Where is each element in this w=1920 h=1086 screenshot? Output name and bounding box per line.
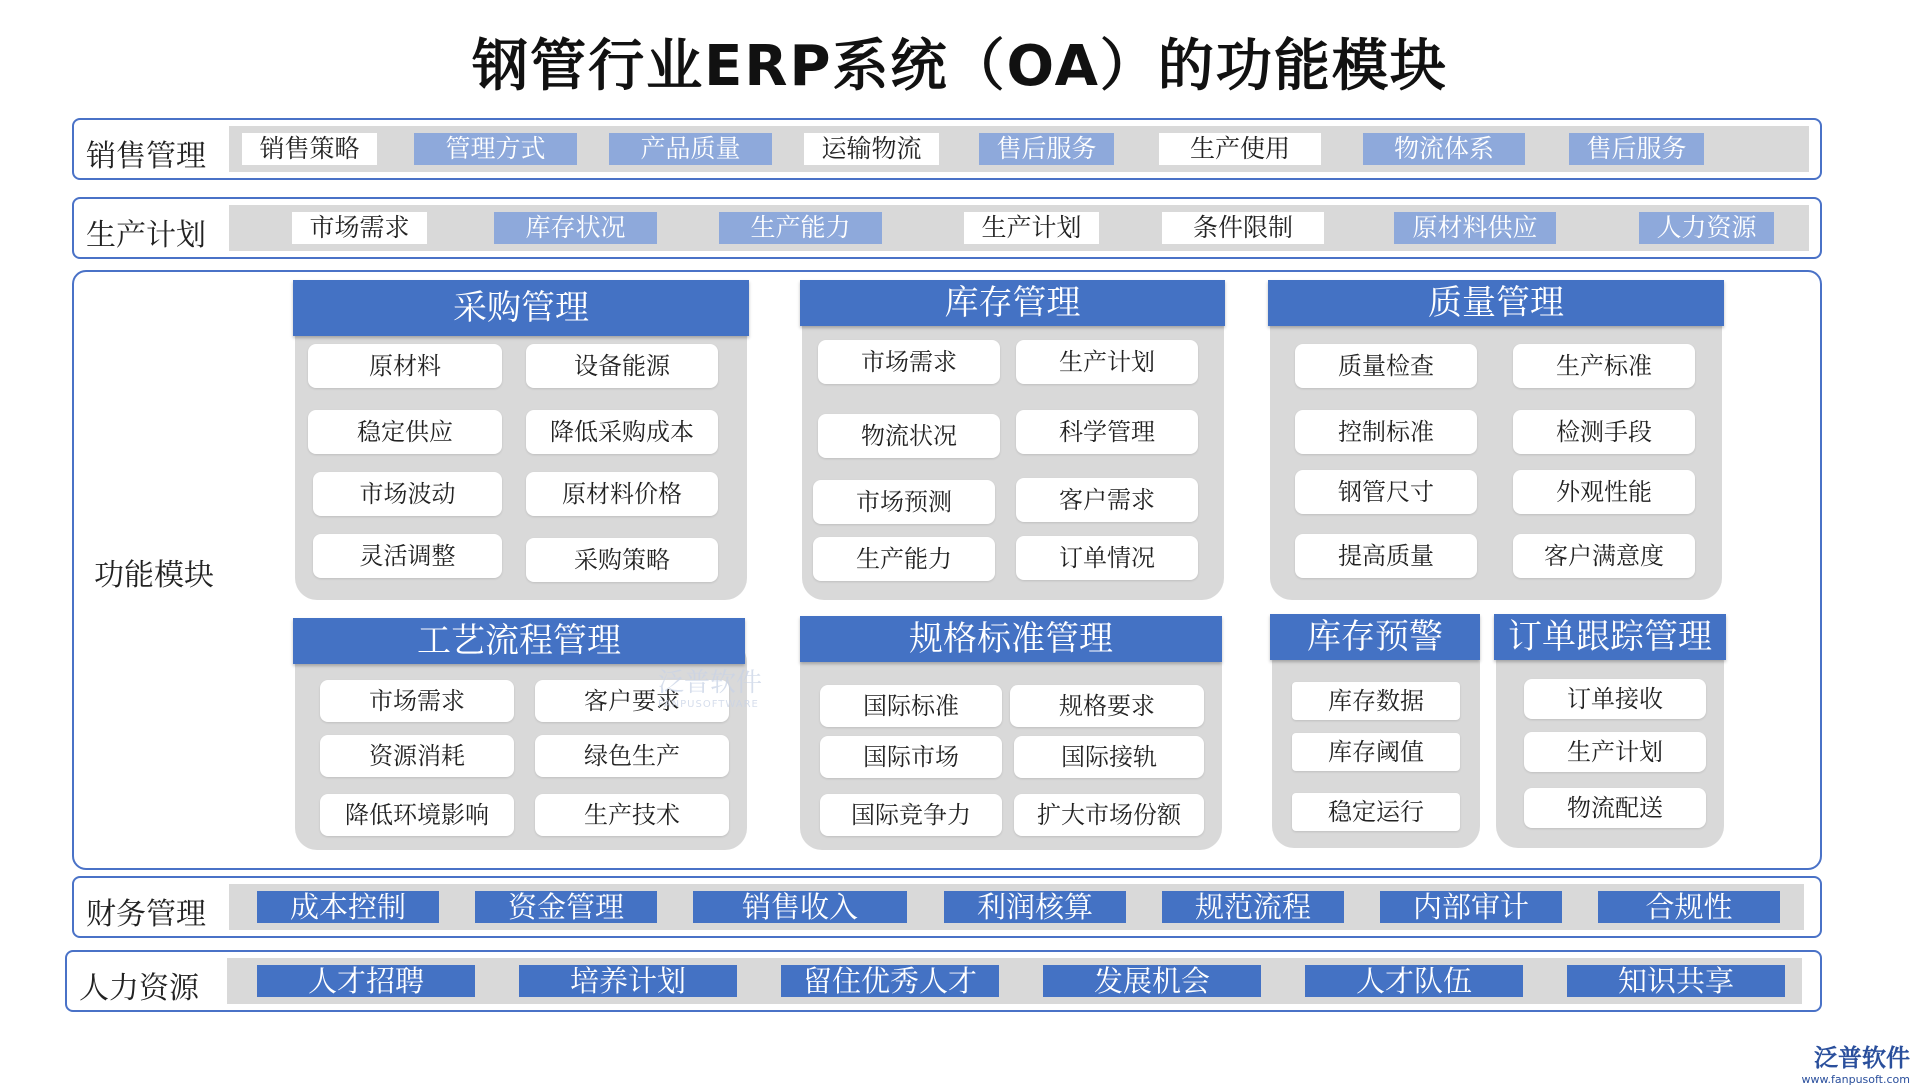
quality-item: 客户满意度	[1513, 534, 1695, 578]
finance-label: 财务管理	[86, 897, 206, 932]
purchase-item: 原材料价格	[526, 472, 718, 516]
stock-alert-item: 库存阈值	[1292, 733, 1460, 771]
inventory-item: 物流状况	[818, 414, 1000, 458]
inventory-item: 生产计划	[1016, 340, 1198, 384]
spec-item: 国际市场	[820, 736, 1002, 778]
purchase-item: 稳定供应	[308, 410, 502, 454]
hr-item: 人才队伍	[1305, 965, 1523, 997]
finance-item: 内部审计	[1380, 891, 1562, 923]
production-item: 库存状况	[494, 212, 657, 244]
spec-item: 国际竞争力	[820, 794, 1002, 836]
inventory-title: 库存管理	[800, 280, 1225, 326]
process-item: 生产技术	[535, 794, 729, 836]
quality-item: 质量检查	[1295, 344, 1477, 388]
purchase-item: 降低采购成本	[526, 410, 718, 454]
production-item: 生产计划	[964, 212, 1099, 244]
production-item: 人力资源	[1639, 212, 1774, 244]
process-item: 客户要求	[535, 680, 729, 722]
hr-item: 知识共享	[1567, 965, 1785, 997]
sales-item: 售后服务	[979, 133, 1114, 165]
logo-url: www.fanpusoft.com	[1801, 1073, 1910, 1086]
watermark-name: 泛普软件	[658, 668, 763, 698]
quality-item: 控制标准	[1295, 410, 1477, 454]
sales-label: 销售管理	[86, 139, 206, 174]
finance-item: 合规性	[1598, 891, 1780, 923]
spec-item: 国际标准	[820, 685, 1002, 727]
purchase-item: 灵活调整	[313, 534, 502, 578]
logo-name: 泛普软件	[1814, 1044, 1910, 1072]
modules-label: 功能模块	[94, 558, 214, 593]
production-item: 生产能力	[719, 212, 882, 244]
sales-item: 产品质量	[609, 133, 772, 165]
stock-alert-item: 稳定运行	[1292, 793, 1460, 831]
order-track-item: 物流配送	[1524, 788, 1706, 828]
stock-alert-item: 库存数据	[1292, 682, 1460, 720]
sales-item: 物流体系	[1363, 133, 1525, 165]
hr-item: 留住优秀人才	[781, 965, 999, 997]
sales-item: 生产使用	[1159, 133, 1321, 165]
process-item: 资源消耗	[320, 735, 514, 777]
hr-item: 人才招聘	[257, 965, 475, 997]
order-track-item: 生产计划	[1524, 732, 1706, 772]
process-item: 市场需求	[320, 680, 514, 722]
order-track-item: 订单接收	[1524, 679, 1706, 719]
brand-logo	[1802, 1038, 1910, 1086]
page-title: 钢管行业ERP系统（OA）的功能模块	[472, 34, 1448, 99]
purchase-item: 设备能源	[526, 344, 718, 388]
purchase-item: 原材料	[308, 344, 502, 388]
hr-label: 人力资源	[79, 971, 199, 1006]
inventory-item: 客户需求	[1016, 478, 1198, 522]
inventory-item: 科学管理	[1016, 410, 1198, 454]
production-label: 生产计划	[86, 218, 206, 253]
stock-alert-title: 库存预警	[1270, 614, 1480, 660]
purchase-title: 采购管理	[293, 280, 749, 336]
quality-item: 提高质量	[1295, 534, 1477, 578]
finance-item: 销售收入	[693, 891, 907, 923]
spec-item: 规格要求	[1010, 685, 1204, 727]
order-track-title: 订单跟踪管理	[1494, 614, 1726, 660]
hr-item: 发展机会	[1043, 965, 1261, 997]
quality-item: 外观性能	[1513, 470, 1695, 514]
purchase-item: 市场波动	[313, 472, 502, 516]
process-item: 绿色生产	[535, 735, 729, 777]
inventory-item: 订单情况	[1016, 536, 1198, 580]
hr-row	[65, 950, 1822, 1012]
quality-item: 钢管尺寸	[1295, 470, 1477, 514]
quality-item: 生产标准	[1513, 344, 1695, 388]
sales-row	[72, 118, 1822, 180]
finance-item: 规范流程	[1162, 891, 1344, 923]
spec-title: 规格标准管理	[800, 616, 1222, 662]
inventory-item: 市场预测	[813, 480, 995, 524]
finance-item: 利润核算	[944, 891, 1126, 923]
quality-item: 检测手段	[1513, 410, 1695, 454]
finance-row	[72, 876, 1822, 938]
sales-item: 管理方式	[414, 133, 577, 165]
sales-item: 销售策略	[242, 133, 377, 165]
inventory-item: 市场需求	[818, 340, 1000, 384]
production-item: 原材料供应	[1394, 212, 1556, 244]
quality-title: 质量管理	[1268, 280, 1724, 326]
production-item: 市场需求	[292, 212, 427, 244]
spec-item: 国际接轨	[1014, 736, 1204, 778]
finance-item: 成本控制	[257, 891, 439, 923]
inventory-item: 生产能力	[813, 537, 995, 581]
process-title: 工艺流程管理	[293, 618, 745, 664]
sales-item: 运输物流	[804, 133, 939, 165]
hr-item: 培养计划	[519, 965, 737, 997]
spec-item: 扩大市场份额	[1014, 794, 1204, 836]
production-item: 条件限制	[1162, 212, 1324, 244]
process-item: 降低环境影响	[320, 794, 514, 836]
sales-item: 售后服务	[1569, 133, 1704, 165]
production-row	[72, 197, 1822, 259]
finance-item: 资金管理	[475, 891, 657, 923]
watermark-sub: FANPUSOFTWARE	[658, 699, 759, 710]
watermark	[658, 662, 762, 710]
purchase-item: 采购策略	[526, 538, 718, 582]
